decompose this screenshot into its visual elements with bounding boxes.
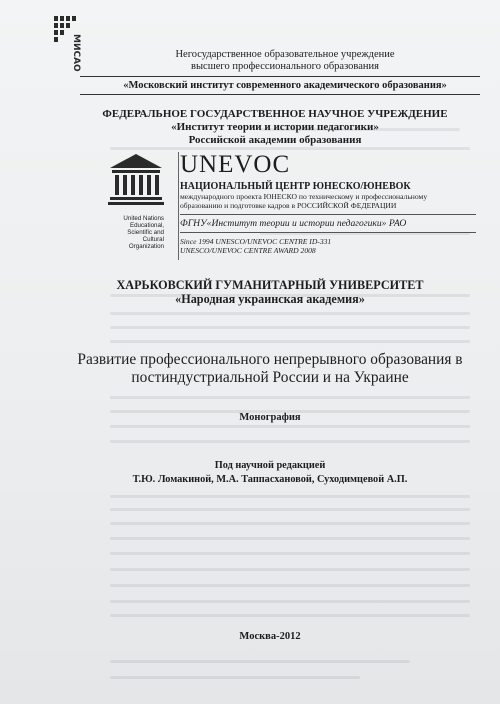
title-line-1: Развитие профессионального непрерывного образования в — [77, 351, 463, 368]
unevoc-desc-2: образованию и подготовке кадров в РОССИЙСКОЙ ФЕДЕРАЦИИ — [180, 201, 397, 210]
editors-line-2: Т.Ю. Ломакиной, М.А. Таппасхановой, Суходимцевой А.П. — [132, 474, 408, 485]
header-line-1: Негосударственное образовательное учреждение — [175, 49, 395, 60]
kharkov-line-1: ХАРЬКОВСКИЙ ГУМАНИТАРНЫЙ УНИВЕРСИТЕТ — [116, 278, 424, 292]
genre: Монография — [239, 412, 301, 423]
fed-line-3: Российской академии образования — [188, 134, 362, 146]
place-year: Москва-2012 — [239, 631, 301, 642]
since-line-2: UNESCO/UNEVOC CENTRE AWARD 2008 — [180, 246, 316, 255]
unevoc-desc-1: международного проекта ЮНЕСКО по техническому и профессиональному — [180, 192, 428, 201]
unesco-caption-3: Cultural Organization — [128, 236, 164, 250]
header-institute: «Московский институт современного академического образования» — [123, 80, 447, 91]
fed-line-1: ФЕДЕРАЛЬНОЕ ГОСУДАРСТВЕННОЕ НАУЧНОЕ УЧРЕЖДЕНИЕ — [102, 108, 448, 120]
kharkov-line-2: «Народная украинская академия» — [175, 292, 365, 306]
editors-line-1: Под научной редакцией — [214, 460, 326, 471]
fgnu-line: ФГНУ«Институт теории и истории педагогики» РАО — [180, 218, 407, 229]
unesco-logo — [108, 152, 178, 250]
svg-text:МИСАО: МИСАО — [71, 34, 81, 72]
since-line-1: Since 1994 UNESCO/UNEVOC CENTRE ID-331 — [180, 237, 332, 246]
unevoc-center-title: НАЦИОНАЛЬНЫЙ ЦЕНТР ЮНЕСКО/ЮНЕВОК — [180, 181, 411, 192]
unevoc-logo: UNEVOC — [180, 151, 291, 178]
unesco-temple-icon — [108, 152, 164, 206]
fed-line-2: «Институт теории и истории педагогики» — [171, 121, 379, 133]
unesco-caption-1: United Nations — [123, 215, 164, 222]
header-line-2: высшего профессионального образования — [191, 61, 379, 72]
unesco-caption-2: Educational, Scientific and — [127, 222, 164, 236]
title-line-2: постиндустриальной России и на Украине — [131, 369, 409, 386]
